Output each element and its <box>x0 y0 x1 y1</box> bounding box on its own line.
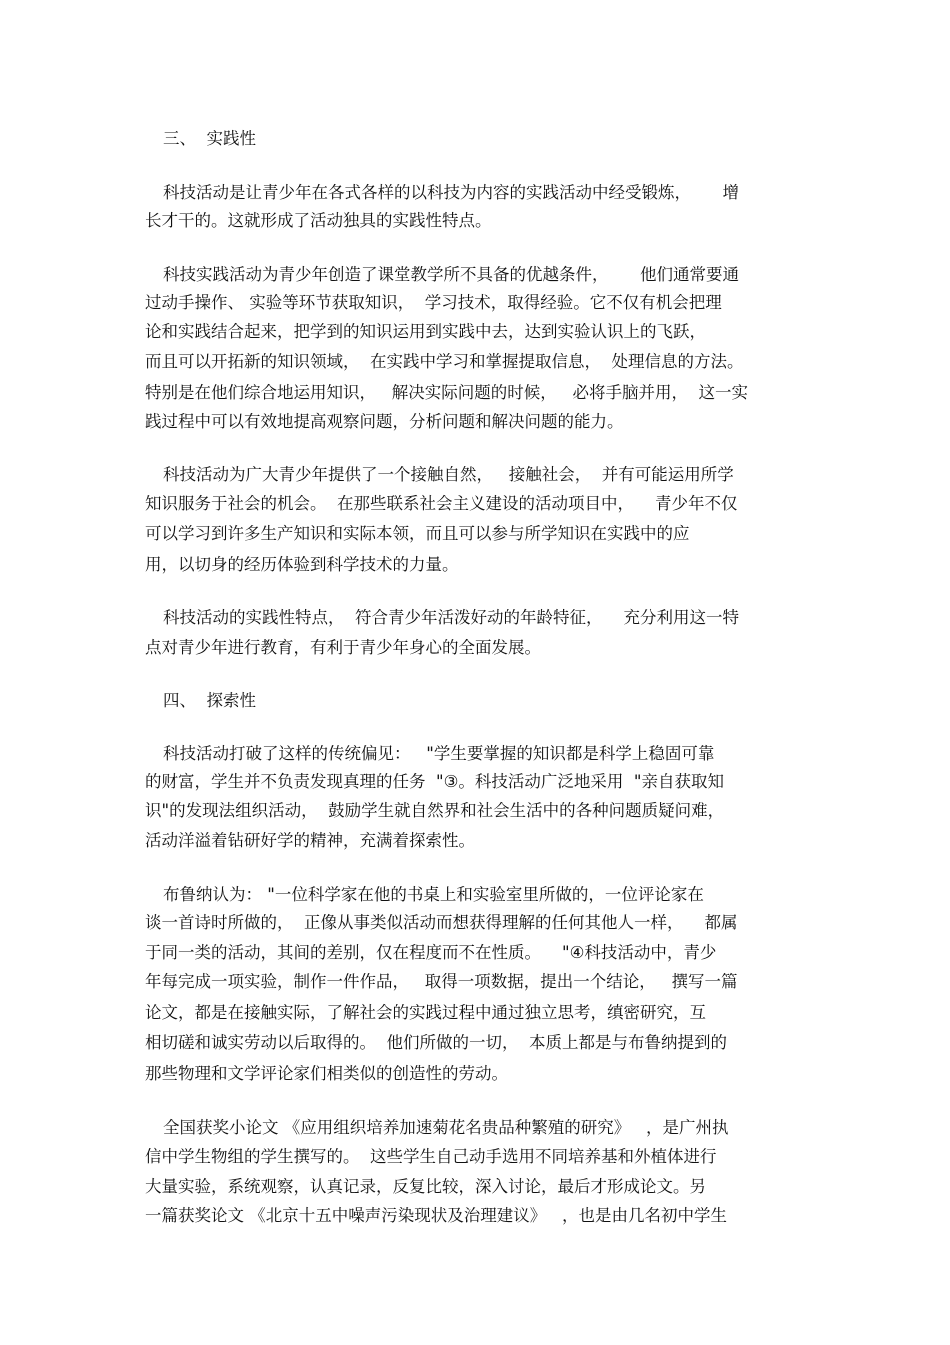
paragraph-line: 论文，都是在接触实际，了解社会的实践过程中通过独立思考，缜密研究，互 <box>145 1003 706 1022</box>
paragraph-line: 论和实践结合起来，把学到的知识运用到实践中去，达到实验认识上的飞跃， <box>145 322 706 341</box>
paragraph-line: 长才干的。这就形成了活动独具的实践性特点。 <box>145 211 492 230</box>
paragraph-line: 可以学习到许多生产知识和实际本领，而且可以参与所学知识在实践中的应 <box>145 524 690 543</box>
paragraph-line: 一篇获奖论文 《北京十五中噪声污染现状及治理建议》 ，也是由几名初中学生 <box>145 1206 727 1225</box>
paragraph-line: 特别是在他们综合地运用知识， 解决实际问题的时候， 必将手脑并用， 这一实 <box>145 383 748 402</box>
paragraph-line: 那些物理和文学评论家们相类似的创造性的劳动。 <box>145 1064 508 1083</box>
paragraph-line: 践过程中可以有效地提高观察问题，分析问题和解决问题的能力。 <box>145 412 624 431</box>
paragraph-line: 科技活动是让青少年在各式各样的以科技为内容的实践活动中经受锻炼， 增 <box>163 183 739 202</box>
paragraph-line: 活动洋溢着钻研好学的精神，充满着探索性。 <box>145 831 475 850</box>
paragraph-line: 布鲁纳认为： "一位科学家在他的书桌上和实验室里所做的，一位评论家在 <box>163 885 704 904</box>
section-heading-exploration: 四、 探索性 <box>163 691 256 710</box>
paragraph-line: 大量实验，系统观察，认真记录，反复比较，深入讨论，最后才形成论文。另 <box>145 1177 706 1196</box>
paragraph-line: 于同一类的活动，其间的差别，仅在程度而不在性质。 "④科技活动中，青少 <box>145 943 717 962</box>
paragraph-line: 而且可以开拓新的知识领域， 在实践中学习和掌握提取信息， 处理信息的方法。 <box>145 352 744 371</box>
paragraph-line: 科技实践活动为青少年创造了课堂教学所不具备的优越条件， 他们通常要通 <box>163 265 739 284</box>
paragraph-line: 科技活动为广大青少年提供了一个接触自然， 接触社会， 并有可能运用所学 <box>163 465 734 484</box>
section-heading-practicality: 三、 实践性 <box>163 129 256 148</box>
paragraph-line: 点对青少年进行教育，有利于青少年身心的全面发展。 <box>145 638 541 657</box>
paragraph-line: 知识服务于社会的机会。 在那些联系社会主义建设的活动项目中， 青少年不仅 <box>145 494 738 513</box>
paragraph-line: 科技活动打破了这样的传统偏见： "学生要掌握的知识都是科学上稳固可靠 <box>163 744 715 763</box>
paragraph-line: 的财富，学生并不负责发现真理的任务 "③。科技活动广泛地采用 "亲自获取知 <box>145 772 724 791</box>
paragraph-line: 信中学生物组的学生撰写的。 这些学生自己动手选用不同培养基和外植体进行 <box>145 1147 717 1166</box>
paragraph-line: 过动手操作、 实验等环节获取知识， 学习技术，取得经验。它不仅有机会把理 <box>145 293 722 312</box>
paragraph-line: 用，以切身的经历体验到科学技术的力量。 <box>145 555 459 574</box>
paragraph-line: 识"的发现法组织活动， 鼓励学生就自然界和社会生活中的各种问题质疑问难， <box>145 801 725 820</box>
paragraph-line: 年每完成一项实验，制作一件作品， 取得一项数据，提出一个结论， 撰写一篇 <box>145 972 738 991</box>
paragraph-line: 全国获奖小论文 《应用组织培养加速菊花名贵品种繁殖的研究》 ，是广州执 <box>163 1118 729 1137</box>
paragraph-line: 相切磋和诚实劳动以后取得的。 他们所做的一切， 本质上都是与布鲁纳提到的 <box>145 1033 727 1052</box>
paragraph-line: 谈一首诗时所做的， 正像从事类似活动而想获得理解的任何其他人一样， 都属 <box>145 913 738 932</box>
paragraph-line: 科技活动的实践性特点， 符合青少年活泼好动的年龄特征， 充分利用这一特 <box>163 608 739 627</box>
